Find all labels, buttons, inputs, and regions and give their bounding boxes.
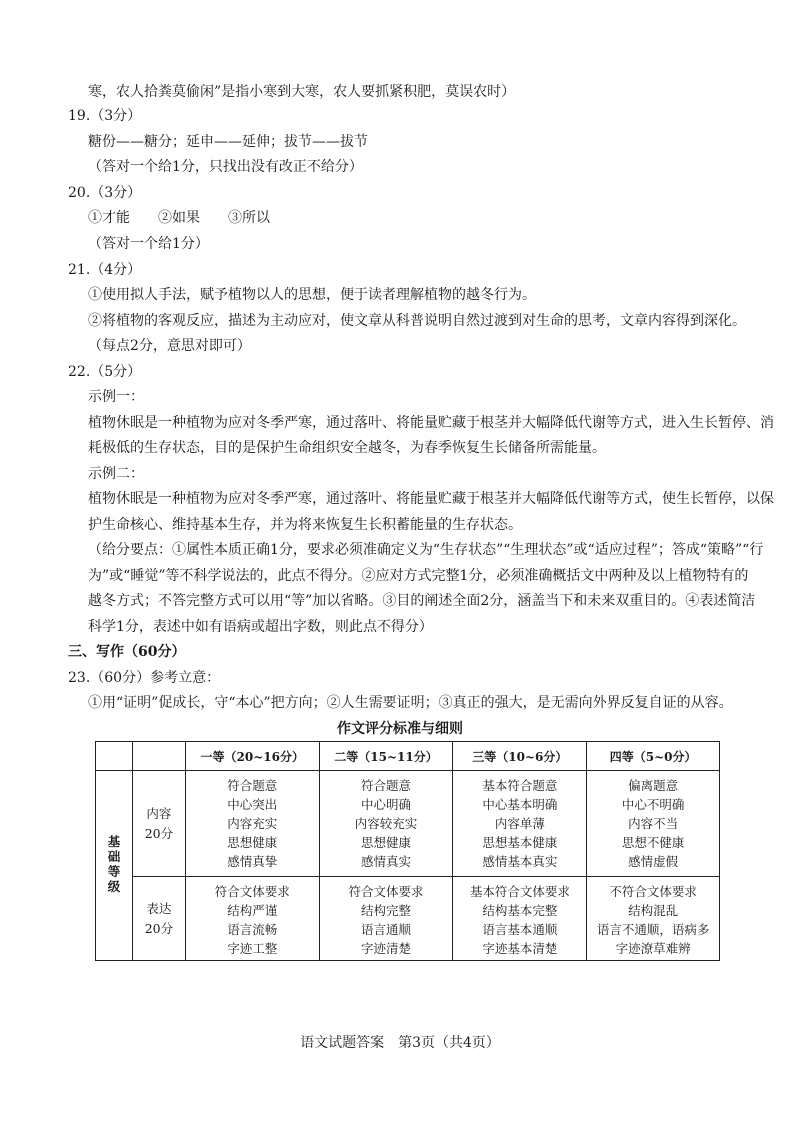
header-cell: 一等（20~16分）: [185, 742, 319, 771]
row-points: 20分: [144, 825, 174, 841]
row-label-cell: [132, 877, 185, 961]
q22-note-line: 为”或“睡觉”等不科学说法的，此点不得分。②应对方式完整1分，必须准确概括文中两种及以上植物特有的: [88, 568, 749, 584]
q22-example-line: 植物休眠是一种植物为应对冬季严寒，通过落叶、将能量贮藏于根茎并大幅降低代谢等方式，使生长暂停，以保: [88, 491, 774, 507]
cell-line: 基本符合文体要求: [469, 884, 570, 899]
cell-line: 符合文体要求: [214, 884, 290, 899]
cell-line: 内容较充实: [354, 816, 418, 831]
q21-line: ②将植物的客观反应，描述为主动应对，使文章从科普说明自然过渡到对生命的思考，文章内容得到深化。: [88, 313, 746, 329]
q21-line: ①使用拟人手法，赋予植物以人的思想，便于读者理解植物的越冬行为。: [88, 287, 536, 303]
table-caption: 作文评分标准与细则: [337, 721, 463, 737]
q19-line: 糖份——糖分；延申——延伸；拔节——拔节: [88, 134, 368, 150]
cell-line: 符合文体要求: [348, 884, 424, 899]
q22-note-line: 越冬方式；不答完整方式可以用“等”加以省略。③目的阐述全面2分，涵盖当下和未来双重目的。④表述简洁: [88, 593, 756, 609]
cell-line: 内容充实: [227, 816, 278, 831]
table-cell: [453, 877, 587, 961]
cell-line: 中心明确: [361, 797, 412, 812]
header-cell: 三等（10~6分）: [453, 742, 587, 771]
q22-example-line: 护生命核心、维持基本生存，并为将来恢复生长积蓄能量的生存状态。: [88, 517, 522, 533]
cell-line: 感情真实: [361, 854, 412, 869]
table-cell: [185, 771, 319, 877]
scoring-table: [95, 741, 720, 961]
section-writing-heading: 三、写作（60分）: [68, 644, 186, 660]
group-label-cell: [96, 771, 133, 961]
q20-number: 20.（3分）: [68, 185, 142, 201]
cell-line: 思想健康: [227, 835, 278, 850]
table-cell: [319, 877, 453, 961]
cell-line: 内容单薄: [494, 816, 545, 831]
q23-number: 23.（60分）参考立意：: [68, 670, 221, 686]
cell-line: 感情真挚: [227, 854, 278, 869]
cell-line: 符合题意: [361, 778, 412, 793]
cell-line: 语言流畅: [227, 922, 278, 937]
table-header-row: [96, 742, 720, 771]
cell-line: 中心不明确: [621, 797, 685, 812]
cell-line: 中心基本明确: [482, 797, 558, 812]
row-points: 20分: [144, 920, 174, 936]
cell-line: 语言通顺: [361, 922, 412, 937]
cell-line: 结构混乱: [628, 903, 679, 918]
cell-line: 内容不当: [628, 816, 679, 831]
table-cell: [587, 771, 720, 877]
table-row: [96, 771, 720, 877]
table-cell: [185, 877, 319, 961]
cell-line: 字迹工整: [227, 941, 278, 956]
q22-number: 22.（5分）: [68, 364, 142, 380]
cell-line: 中心突出: [227, 797, 278, 812]
cell-line: 语言不通顺，语病多: [596, 922, 710, 937]
cell-line: 字迹基本清楚: [482, 941, 558, 956]
cell-line: 语言基本通顺: [482, 922, 558, 937]
q22-example-label: 示例二：: [88, 466, 144, 482]
cell-line: 结构基本完整: [482, 903, 558, 918]
row-label: 表达: [146, 900, 172, 916]
q21-line: （每点2分，意思对即可）: [88, 338, 251, 354]
q22-example-line: 植物休眠是一种植物为应对冬季严寒，通过落叶、将能量贮藏于根茎并大幅降低代谢等方式，进入生长暂停、消: [88, 415, 774, 431]
row-label-cell: [132, 771, 185, 877]
cell-line: 不符合文体要求: [609, 884, 697, 899]
cell-line: 思想基本健康: [482, 835, 558, 850]
q22-note-line: 科学1分，表述中如有语病或超出字数，则此点不得分）: [88, 619, 433, 635]
q18-tail: 寒，农人拾粪莫偷闲”是指小寒到大寒，农人要抓紧积肥，莫误农时）: [88, 84, 516, 100]
header-cell: 二等（15~11分）: [319, 742, 453, 771]
cell-line: 思想不健康: [621, 835, 685, 850]
q19-line: （答对一个给1分，只找出没有改正不给分）: [88, 159, 363, 175]
q22-example-label: 示例一：: [88, 389, 144, 405]
q22-note-line: （给分要点：①属性本质正确1分，要求必须准确定义为“生存状态”“生理状态”或“适应过程”；答成“策略”“行: [88, 542, 764, 558]
cell-line: 结构完整: [361, 903, 412, 918]
cell-line: 感情基本真实: [482, 854, 558, 869]
cell-line: 基本符合题意: [482, 778, 558, 793]
table-cell: [587, 877, 720, 961]
table-cell: [319, 771, 453, 877]
q21-number: 21.（4分）: [68, 262, 142, 278]
group-label: 基础等级: [107, 834, 121, 894]
cell-line: 思想健康: [361, 835, 412, 850]
cell-line: 符合题意: [227, 778, 278, 793]
q22-example-line: 耗极低的生存状态，目的是保护生命组织安全越冬，为春季恢复生长储备所需能量。: [88, 440, 606, 456]
cell-line: 字迹清楚: [361, 941, 412, 956]
cell-line: 感情虚假: [628, 854, 679, 869]
cell-line: 偏离题意: [628, 778, 679, 793]
cell-line: 结构严谨: [227, 903, 278, 918]
page-footer: 语文试题答案 第3页（共4页）: [300, 1035, 500, 1051]
cell-line: 字迹潦草难辨: [615, 941, 691, 956]
q19-number: 19.（3分）: [68, 108, 142, 124]
table-cell: [453, 771, 587, 877]
header-cell: 四等（5~0分）: [587, 742, 720, 771]
table-row: [96, 877, 720, 961]
q23-line: ①用“证明”促成长，守“本心”把方向；②人生需要证明；③真正的强大，是无需向外界反复自证的从容。: [88, 695, 733, 711]
q20-line: ①才能 ②如果 ③所以: [88, 210, 270, 226]
q20-line: （答对一个给1分）: [88, 236, 209, 252]
row-label: 内容: [146, 805, 172, 821]
